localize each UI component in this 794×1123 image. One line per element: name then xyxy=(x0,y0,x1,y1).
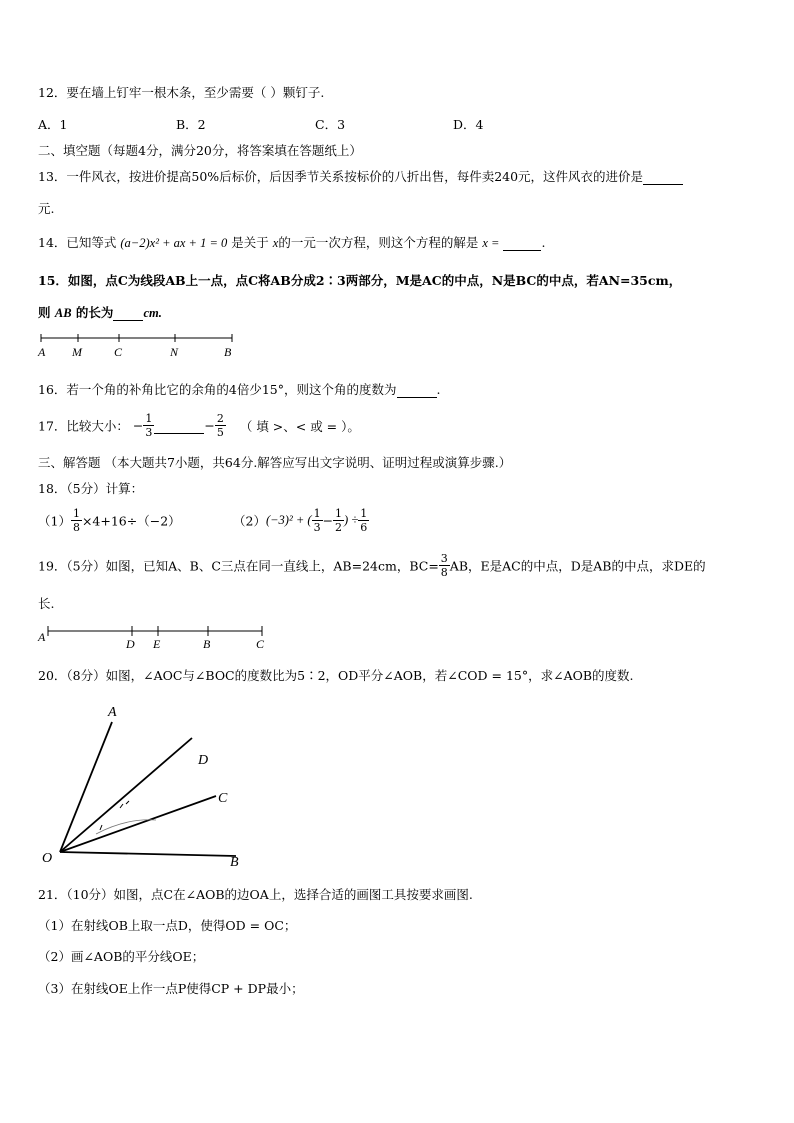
q15-text: 15．如图，点C为线段AB上一点，点C将AB分成2∶3两部分，M是AC的中点，N是BC的中点，若AN=35cm， xyxy=(38,273,682,288)
q17-text xyxy=(38,412,360,439)
section-3-heading: 三、解答题 （本大题共7小题，共64分.解答应写出文字说明、证明过程或演算步骤.） xyxy=(38,455,512,470)
q18-part1 xyxy=(38,507,181,534)
q17-f2-numerator: 2 xyxy=(216,412,224,425)
q17-suffix: （ 填 >、< 或 = ）。 xyxy=(239,418,360,434)
q18-part1-fraction xyxy=(71,507,82,534)
q21-step-3: （3）在射线OE上作一点P使得CP + DP最小； xyxy=(38,981,304,996)
q20-label-a: A xyxy=(108,705,117,720)
q16-text xyxy=(38,380,441,398)
q21-step-2: （2）画∠AOB的平分线OE； xyxy=(38,949,205,964)
q16-stem: 16．若一个角的补角比它的余角的4倍少15°，则这个角的度数为 xyxy=(38,382,397,397)
q19-stem-b: AB，E是AC的中点，D是AB的中点，求DE的 xyxy=(449,558,706,574)
q18-p2f1-denominator: 3 xyxy=(313,521,321,534)
q14-middle: 是关于 xyxy=(231,235,269,250)
q19-label-c: C xyxy=(256,637,265,651)
q20-label-b: B xyxy=(230,855,239,870)
q18-p2f1-numerator: 1 xyxy=(313,507,321,520)
q18-text: 18．（5分）计算： xyxy=(38,481,144,496)
q16-answer-blank xyxy=(397,382,437,398)
q19-label-a: A xyxy=(38,630,46,644)
q18-p2f3-numerator: 1 xyxy=(360,507,368,520)
q21-text: 21．（10分）如图，点C在∠AOB的边OA上，选择合适的画图工具按要求画图. xyxy=(38,887,473,902)
q12-option-d: D．4 xyxy=(453,117,484,132)
q15-unit: cm. xyxy=(143,306,162,320)
q18-p2f2-numerator: 1 xyxy=(335,507,343,520)
q21-step-1: （1）在射线OB上取一点D，使得OD = OC； xyxy=(38,918,297,933)
q16-end: . xyxy=(436,382,441,397)
q20-ray-oa xyxy=(60,722,112,852)
q19-label-d: D xyxy=(126,637,135,651)
q18-p1-numerator: 1 xyxy=(72,507,80,520)
q15-label-c: C xyxy=(114,345,123,359)
q20-label-d: D xyxy=(198,753,209,768)
q14-equation: (a−2)x² + ax + 1 = 0 xyxy=(120,236,228,250)
q19-fraction xyxy=(439,552,450,579)
q20-pencil-arc xyxy=(96,820,156,834)
q14-answer-blank xyxy=(503,235,541,251)
q13-unit: 元. xyxy=(38,201,55,216)
q15-line2 xyxy=(38,303,162,321)
q19-label-e: E xyxy=(153,637,161,651)
q15-length-is: 的长为 xyxy=(75,305,114,320)
q15-label-b: B xyxy=(224,345,232,359)
q18-part1-rest: ×4+16÷（−2） xyxy=(81,513,181,529)
q18-part1-label: （1） xyxy=(38,513,71,529)
q15-label-m: M xyxy=(72,345,82,359)
q13-stem: 13．一件风衣，按进价提高50%后标价，后因季节关系按标价的八折出售，每件卖240元，这件风衣的进价是 xyxy=(38,169,644,184)
q15-label-a: A xyxy=(38,345,46,359)
q18-p1-denominator: 8 xyxy=(72,521,80,534)
q14-text xyxy=(38,233,545,251)
q20-label-o: O xyxy=(42,851,53,866)
q12-text: 12．要在墙上钉牢一根木条，至少需要（ ）颗钉子. xyxy=(38,85,325,100)
q18-part2-minus: − xyxy=(322,513,334,528)
q20-ray-ob xyxy=(60,852,236,856)
q17-fraction-1 xyxy=(143,412,154,439)
q17-fraction-2 xyxy=(215,412,226,439)
q19-numerator: 3 xyxy=(440,552,448,565)
q20-angle-figure xyxy=(36,698,266,874)
q18-part2-expr-a: (−3)² + ( xyxy=(265,513,312,527)
q19-line2: 长. xyxy=(38,596,55,611)
q15-ab: AB xyxy=(54,306,72,320)
q14-answer-lhs: x = xyxy=(482,236,500,250)
q19-stem-a: 19．（5分）如图，已知A、B、C三点在同一直线上，AB=24cm，BC= xyxy=(38,558,439,574)
q14-var: x xyxy=(272,236,279,250)
q18-part2-fraction-1 xyxy=(312,507,323,534)
q20-ray-od xyxy=(60,738,192,852)
q17-f1-denominator: 3 xyxy=(145,426,153,439)
q13-answer-blank xyxy=(643,169,683,185)
q14-prefix: 14．已知等式 xyxy=(38,235,117,250)
section-2-heading: 二、填空题（每题4分，满分20分，将答案填在答题纸上） xyxy=(38,143,362,158)
q15-segment-figure xyxy=(36,332,242,360)
q12-option-a: A．1 xyxy=(38,117,68,132)
q15-label-n: N xyxy=(170,345,179,359)
q17-minus-2: − xyxy=(204,418,215,433)
q14-end: . xyxy=(541,235,546,250)
q17-minus-1: − xyxy=(132,418,144,433)
q12-option-c: C．3 xyxy=(315,117,346,132)
q17-f1-numerator: 1 xyxy=(145,412,153,425)
q19-segment-figure xyxy=(36,623,272,651)
q20-label-c: C xyxy=(218,791,228,806)
q13-text xyxy=(38,167,683,185)
q18-part2-fraction-3 xyxy=(358,507,369,534)
q17-prefix: 17．比较大小： xyxy=(38,418,129,434)
q18-part2-div: ) ÷ xyxy=(344,513,359,527)
q18-part2-fraction-2 xyxy=(333,507,344,534)
q19-label-b: B xyxy=(203,637,211,651)
q18-p2f3-denominator: 6 xyxy=(360,521,368,534)
q18-part2-label: （2） xyxy=(233,513,266,529)
q15-then: 则 xyxy=(38,305,51,320)
q18-p2f2-denominator: 2 xyxy=(335,521,343,534)
q14-suffix: 的一元一次方程，则这个方程的解是 xyxy=(278,235,479,250)
q20-ray-oc xyxy=(60,796,216,852)
q20-text: 20．（8分）如图，∠AOC与∠BOC的度数比为5∶2，OD平分∠AOB，若∠COD = 15°，求∠AOB的度数. xyxy=(38,668,634,683)
q17-answer-blank xyxy=(154,418,204,434)
q12-option-b: B．2 xyxy=(176,117,206,132)
q19-denominator: 8 xyxy=(440,566,448,579)
q15-answer-blank xyxy=(113,305,143,321)
q19-text xyxy=(38,552,706,579)
q18-part2 xyxy=(233,507,369,534)
q17-f2-denominator: 5 xyxy=(216,426,224,439)
